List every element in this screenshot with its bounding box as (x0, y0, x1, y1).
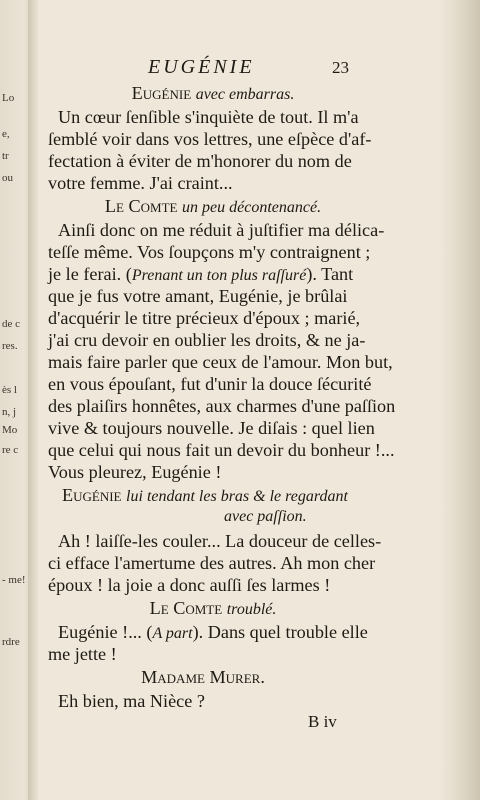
speaker-heading: Le Comte troublé. (149, 598, 277, 618)
speaker-heading: Madame Murer. (141, 667, 265, 687)
text-line: vive & toujours nouvelle. Je diſais : quel lien (48, 418, 375, 438)
speaker-heading: Eugénie avec embarras. (131, 83, 295, 103)
margin-fragment: e, (2, 128, 10, 140)
text-line: Eugénie !... (A part). Dans quel trouble elle (58, 622, 368, 642)
speaker-heading: Eugénie lui tendant les bras & le regardant (62, 485, 348, 505)
text-line: Ainſi donc on me réduit à juſtifier ma délica- (58, 220, 385, 240)
text-line: je le ferai. (Prenant un ton plus raſſuré). Tant (48, 264, 354, 284)
page-number: 23 (332, 58, 349, 77)
margin-fragment: - me! (2, 574, 26, 586)
margin-fragment: res. (2, 340, 18, 352)
text-line: Eh bien, ma Nièce ? (58, 691, 205, 711)
text-line: mais faire parler que ceux de l'amour. Mon but, (48, 352, 393, 372)
book-gutter (28, 0, 38, 800)
margin-fragment: tr (2, 150, 9, 162)
speaker-heading: Le Comte un peu décontenancé. (104, 196, 322, 216)
text-line: en vous épouſant, fut d'unir la douce ſécurité (48, 374, 372, 394)
text-line: Ah ! laiſſe-les couler... La douceur de celles- (58, 531, 382, 551)
signature-mark: B iv (308, 712, 337, 731)
text-line: d'acquérir le titre précieux d'époux ; marié, (48, 308, 361, 328)
text-line: fectation à éviter de m'honorer du nom de (48, 151, 352, 171)
text-line: Un cœur ſenſible s'inquiète de tout. Il m'a (58, 107, 359, 127)
margin-fragment: Mo (2, 424, 18, 436)
page-right-edge (440, 0, 480, 800)
text-line: j'ai cru devoir en oublier les droits, & ne ja- (48, 330, 366, 350)
text-line: que celui qui nous fait un devoir du bonheur !... (48, 440, 395, 460)
margin-fragment: de c (2, 318, 21, 330)
text-line: des plaiſirs honnêtes, aux charmes d'une paſſion (48, 396, 396, 416)
stage-direction: avec paſſion. (224, 508, 307, 525)
text-line: me jette ! (48, 644, 117, 664)
running-head-title: EUGÉNIE (148, 56, 255, 78)
text-line: que je fus votre amant, Eugénie, je brûlai (48, 286, 348, 306)
margin-fragment: re c (2, 444, 19, 456)
margin-fragment: ou (2, 172, 13, 184)
margin-fragment: Lo (2, 92, 15, 104)
margin-fragment: ès l (2, 384, 17, 396)
text-line: ſemblé voir dans vos lettres, une eſpèce d'af- (48, 129, 372, 149)
text-line: époux ! la joie a donc auſſi ſes larmes ! (48, 575, 331, 595)
text-line: ci efface l'amertume des autres. Ah mon cher (48, 553, 376, 573)
margin-fragment: rdre (2, 636, 20, 648)
book-page (48, 0, 408, 800)
text-line: teſſe même. Vos ſoupçons m'y contraignent ; (48, 242, 371, 262)
margin-fragment: n, j (2, 406, 17, 418)
text-line: votre femme. J'ai craint... (48, 173, 233, 193)
text-line: Vous pleurez, Eugénie ! (48, 462, 222, 482)
